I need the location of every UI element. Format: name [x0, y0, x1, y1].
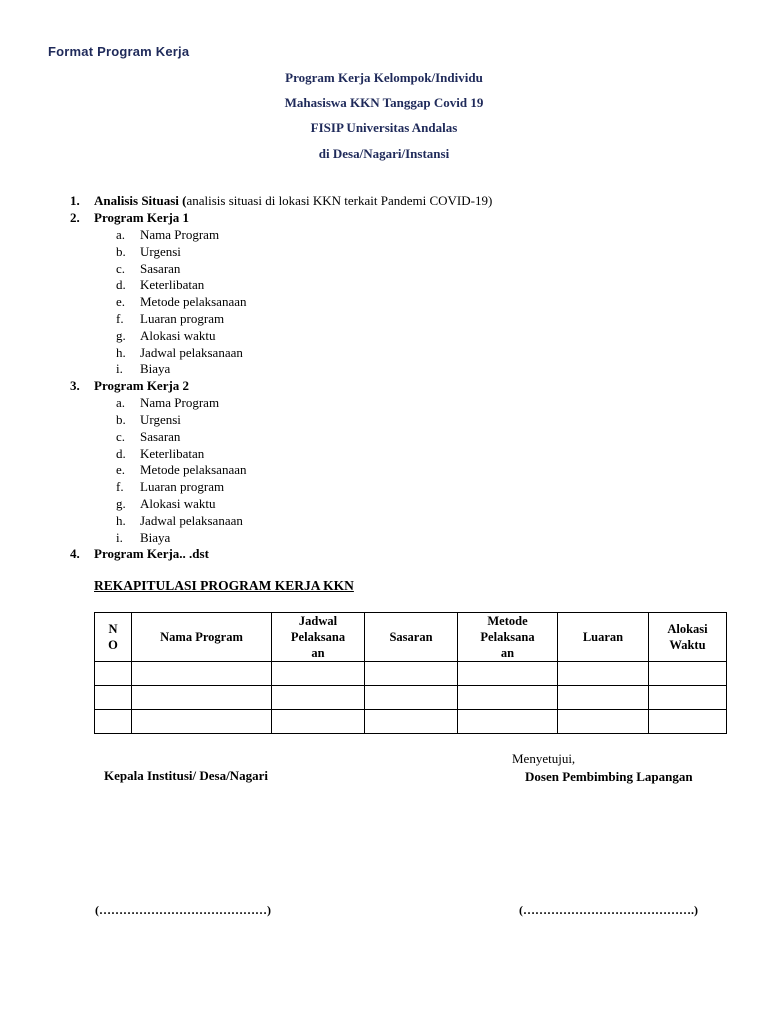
sub-item-letter: a.	[116, 395, 126, 411]
rekap-title: REKAPITULASI PROGRAM KERJA KKN	[94, 578, 354, 593]
sub-item-text: Nama Program	[140, 395, 220, 411]
sub-item-text: Jadwal pelaksanaan	[140, 344, 243, 360]
table-row	[95, 686, 727, 710]
section-title: Program Kerja 1	[94, 210, 190, 225]
approval-label: Menyetujui,	[512, 751, 576, 766]
section-title: Program Kerja 2	[94, 378, 190, 394]
table-cell	[272, 710, 365, 734]
table-cell	[365, 686, 458, 710]
sub-item-letter: d.	[116, 277, 126, 293]
sub-item-letter: f.	[116, 479, 124, 495]
sub-item-text: Metode pelaksanaan	[140, 462, 247, 478]
sub-item-text: Alokasi waktu	[140, 495, 216, 511]
col-header-alokasi: Alokasi Waktu	[649, 613, 727, 662]
table-cell	[132, 710, 272, 734]
table-cell	[558, 710, 649, 734]
table-header-row	[95, 613, 727, 662]
table-cell	[649, 710, 727, 734]
col-header-luaran: Luaran	[558, 613, 649, 662]
sub-item-letter: c.	[116, 260, 126, 276]
section-number: 1.	[70, 193, 80, 208]
table-row	[95, 662, 727, 686]
table-cell	[95, 710, 132, 734]
sub-item-text: Biaya	[140, 529, 171, 545]
right-signatory-role: Dosen Pembimbing Lapangan	[525, 769, 693, 784]
right-signature-blank: (…………………………………….)	[519, 903, 698, 917]
left-signature-blank: (……………………………………)	[95, 903, 271, 917]
sub-item-text: Keterlibatan	[140, 445, 205, 461]
header-line-4: di Desa/Nagari/Instansi	[318, 146, 450, 161]
header-line-3: FISIP Universitas Andalas	[310, 120, 458, 135]
sub-item-letter: b.	[116, 411, 126, 427]
table-cell	[649, 662, 727, 686]
table-cell	[365, 710, 458, 734]
table-cell	[458, 662, 558, 686]
section-title: Program Kerja.. .dst	[94, 546, 209, 562]
sub-item-letter: e.	[116, 294, 126, 310]
table-cell	[272, 662, 365, 686]
sub-item-text: Jadwal pelaksanaan	[140, 512, 243, 528]
section-number: 4.	[70, 546, 80, 562]
sub-item-letter: g.	[116, 495, 126, 511]
sub-item-letter: d.	[116, 445, 126, 461]
table-row	[95, 710, 727, 734]
rekap-table	[94, 612, 727, 734]
section-number: 2.	[70, 210, 80, 225]
table-cell	[132, 686, 272, 710]
left-signatory-role: Kepala Institusi/ Desa/Nagari	[104, 768, 268, 783]
col-header-nama-program: Nama Program	[132, 613, 272, 662]
sub-item-letter: a.	[116, 227, 126, 242]
table-cell	[132, 662, 272, 686]
table-cell	[558, 686, 649, 710]
sub-item-letter: i.	[116, 529, 123, 545]
table-body	[95, 662, 727, 734]
sub-item-letter: e.	[116, 462, 126, 478]
sub-item-text: Metode pelaksanaan	[140, 294, 247, 310]
sub-item-text: Urgensi	[140, 411, 181, 427]
sub-item-text: Alokasi waktu	[140, 327, 216, 343]
sub-item-text: Nama Program	[140, 227, 220, 242]
sub-item-letter: c.	[116, 428, 126, 444]
sub-item-text: Luaran program	[140, 479, 225, 495]
table-cell	[458, 710, 558, 734]
table-cell	[95, 686, 132, 710]
table-cell	[272, 686, 365, 710]
sub-item-text: Sasaran	[140, 260, 181, 276]
sub-item-letter: g.	[116, 327, 126, 343]
section-number: 3.	[70, 378, 80, 394]
col-header-sasaran: Sasaran	[365, 613, 458, 662]
table-cell	[558, 662, 649, 686]
header-line-1: Program Kerja Kelompok/Individu	[285, 70, 483, 85]
sub-item-letter: b.	[116, 243, 126, 259]
section-title: Analisis Situasi (	[94, 193, 187, 208]
table-cell	[95, 662, 132, 686]
format-title: Format Program Kerja	[48, 44, 190, 59]
sub-item-text: Sasaran	[140, 428, 181, 444]
col-header-metode: Metode Pelaksana an	[458, 613, 558, 662]
sub-item-text: Keterlibatan	[140, 277, 205, 293]
sub-item-text: Urgensi	[140, 243, 181, 259]
sub-item-letter: h.	[116, 512, 126, 528]
table-cell	[458, 686, 558, 710]
col-header-jadwal: Jadwal Pelaksana an	[272, 613, 365, 662]
sub-item-text: Biaya	[140, 361, 171, 377]
sub-item-text: Luaran program	[140, 310, 225, 326]
sub-item-letter: f.	[116, 310, 124, 326]
sub-item-letter: i.	[116, 361, 123, 377]
section-description: analisis situasi di lokasi KKN terkait Pandemi COVID-19)	[186, 193, 493, 208]
table-cell	[649, 686, 727, 710]
table-cell	[365, 662, 458, 686]
sub-item-letter: h.	[116, 344, 126, 360]
col-header-no: N O	[95, 613, 132, 662]
header-line-2: Mahasiswa KKN Tanggap Covid 19	[284, 95, 484, 110]
